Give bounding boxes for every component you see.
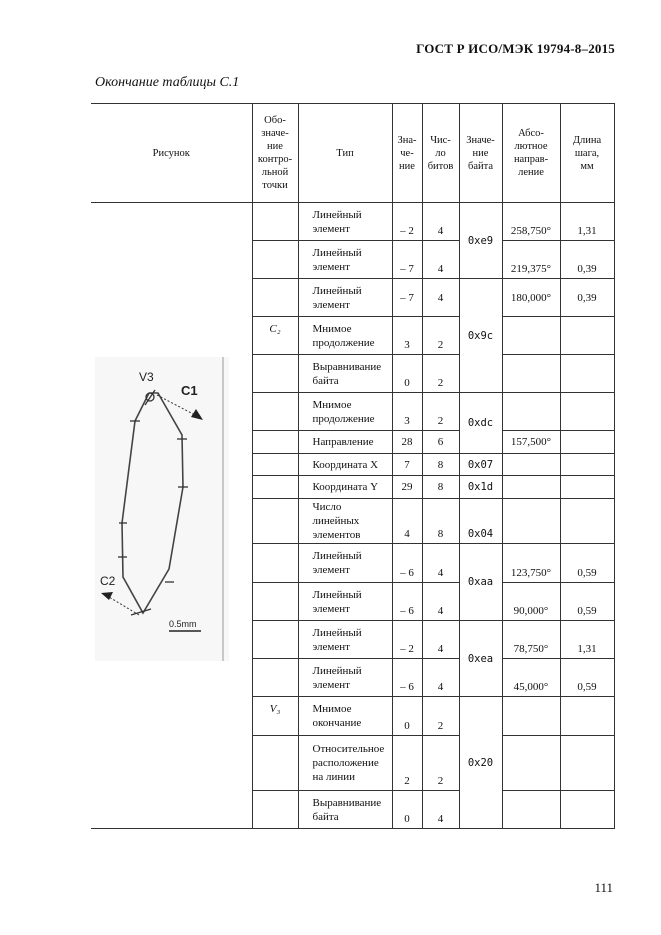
cell-step — [560, 736, 614, 791]
cell-type: Линейный элемент — [298, 621, 392, 659]
cell-byte: 0x1d — [459, 476, 502, 499]
cell-value: 0 — [392, 791, 422, 829]
cell-value: – 7 — [392, 279, 422, 317]
cell-dir — [502, 476, 560, 499]
document-header: ГОСТ Р ИСО/МЭК 19794-8–2015 — [416, 41, 615, 56]
cell-step — [560, 499, 614, 544]
cell-byte: 0x9c — [459, 279, 502, 393]
cell-dir — [502, 736, 560, 791]
label-v3: V3 — [139, 370, 154, 384]
cell-byte: 0x20 — [459, 697, 502, 829]
cell-step: 0,39 — [560, 241, 614, 279]
cell-byte: 0xaa — [459, 544, 502, 621]
cell-step: 1,31 — [560, 621, 614, 659]
cell-bits: 4 — [422, 279, 459, 317]
cell-step — [560, 454, 614, 476]
cell-cp — [252, 431, 298, 454]
cell-cp — [252, 621, 298, 659]
cell-step — [560, 697, 614, 736]
cell-value: 3 — [392, 317, 422, 355]
cell-dir — [502, 317, 560, 355]
cell-step: 1,31 — [560, 203, 614, 241]
col-picture: Рисунок — [91, 104, 252, 203]
cell-dir: 123,750° — [502, 544, 560, 583]
cell-value: 29 — [392, 476, 422, 499]
cell-type: Относительное расположение на линии — [298, 736, 392, 791]
cell-cp: V₃ — [252, 697, 298, 736]
label-c2: C2 — [100, 574, 116, 588]
cell-cp: C₂ — [252, 317, 298, 355]
cell-cp — [252, 393, 298, 431]
cell-cp — [252, 583, 298, 621]
cell-step: 0,39 — [560, 279, 614, 317]
cell-byte: 0xe9 — [459, 203, 502, 279]
cell-type: Выравнивание байта — [298, 791, 392, 829]
cell-cp — [252, 454, 298, 476]
cell-step — [560, 317, 614, 355]
cell-type: Направление — [298, 431, 392, 454]
cell-type: Мнимое окончание — [298, 697, 392, 736]
cell-cp — [252, 499, 298, 544]
cell-step — [560, 431, 614, 454]
cell-value: – 6 — [392, 544, 422, 583]
cell-value: – 2 — [392, 203, 422, 241]
cell-bits: 8 — [422, 454, 459, 476]
cell-cp — [252, 279, 298, 317]
cell-bits: 4 — [422, 544, 459, 583]
cell-value: 0 — [392, 697, 422, 736]
col-bits: Чис- ло битов — [422, 104, 459, 203]
cell-bits: 2 — [422, 393, 459, 431]
cell-bits: 2 — [422, 697, 459, 736]
cell-bits: 2 — [422, 317, 459, 355]
col-type: Тип — [298, 104, 392, 203]
cell-cp — [252, 241, 298, 279]
cell-value: – 6 — [392, 583, 422, 621]
cell-cp — [252, 659, 298, 697]
cell-dir: 157,500° — [502, 431, 560, 454]
col-value: Зна- че- ние — [392, 104, 422, 203]
col-byte: Значе- ние байта — [459, 104, 502, 203]
cell-dir: 219,375° — [502, 241, 560, 279]
cell-bits: 2 — [422, 736, 459, 791]
cell-cp — [252, 736, 298, 791]
cell-cp — [252, 203, 298, 241]
cell-value: 4 — [392, 499, 422, 544]
cell-step: 0,59 — [560, 583, 614, 621]
cell-bits: 4 — [422, 241, 459, 279]
contour-figure — [95, 357, 229, 661]
cell-type: Число линейных элементов — [298, 499, 392, 544]
cell-value: 28 — [392, 431, 422, 454]
cell-bits: 6 — [422, 431, 459, 454]
cell-bits: 4 — [422, 621, 459, 659]
cell-type: Координата Y — [298, 476, 392, 499]
data-table — [91, 103, 615, 829]
cell-byte: 0x07 — [459, 454, 502, 476]
cell-type: Мнимое продолжение — [298, 393, 392, 431]
cell-value: – 2 — [392, 621, 422, 659]
table-row — [91, 203, 614, 241]
cell-bits: 4 — [422, 583, 459, 621]
cell-dir: 78,750° — [502, 621, 560, 659]
cell-dir — [502, 791, 560, 829]
cell-value: 0 — [392, 355, 422, 393]
cell-value: 2 — [392, 736, 422, 791]
cell-dir — [502, 697, 560, 736]
cell-byte: 0xea — [459, 621, 502, 697]
cell-value: 7 — [392, 454, 422, 476]
cell-type: Линейный элемент — [298, 203, 392, 241]
cell-dir — [502, 499, 560, 544]
page-number: 111 — [594, 880, 613, 895]
label-c1: C1 — [181, 383, 198, 398]
cell-step — [560, 393, 614, 431]
cell-type: Линейный элемент — [298, 279, 392, 317]
cell-dir: 45,000° — [502, 659, 560, 697]
cell-dir — [502, 393, 560, 431]
cell-bits: 4 — [422, 203, 459, 241]
cell-type: Выравнивание байта — [298, 355, 392, 393]
cell-step — [560, 791, 614, 829]
cell-type: Линейный элемент — [298, 544, 392, 583]
cell-bits: 2 — [422, 355, 459, 393]
cell-dir — [502, 454, 560, 476]
figure-background — [95, 357, 229, 661]
cell-step: 0,59 — [560, 544, 614, 583]
cell-bits: 8 — [422, 499, 459, 544]
cell-type: Мнимое продолжение — [298, 317, 392, 355]
cell-step: 0,59 — [560, 659, 614, 697]
cell-cp — [252, 544, 298, 583]
col-dir: Абсо- лютное направ- ление — [502, 104, 560, 203]
cell-dir: 258,750° — [502, 203, 560, 241]
cell-type: Координата X — [298, 454, 392, 476]
cell-cp — [252, 791, 298, 829]
cell-type: Линейный элемент — [298, 659, 392, 697]
cell-cp — [252, 355, 298, 393]
figure-cell — [91, 203, 252, 829]
cell-dir — [502, 355, 560, 393]
scale-label: 0.5mm — [169, 619, 197, 629]
cell-value: 3 — [392, 393, 422, 431]
cell-byte: 0xdc — [459, 393, 502, 454]
cell-byte: 0x04 — [459, 499, 502, 544]
cell-step — [560, 355, 614, 393]
table-caption: Окончание таблицы С.1 — [95, 75, 240, 90]
cell-dir: 90,000° — [502, 583, 560, 621]
cell-value: – 6 — [392, 659, 422, 697]
cell-dir: 180,000° — [502, 279, 560, 317]
cell-cp — [252, 476, 298, 499]
col-step: Длина шага, мм — [560, 104, 614, 203]
cell-bits: 4 — [422, 791, 459, 829]
cell-bits: 4 — [422, 659, 459, 697]
cell-type: Линейный элемент — [298, 583, 392, 621]
col-cp: Обо- значе- ние контро- льной точки — [252, 104, 298, 203]
cell-step — [560, 476, 614, 499]
cell-bits: 8 — [422, 476, 459, 499]
cell-type: Линейный элемент — [298, 241, 392, 279]
cell-value: – 7 — [392, 241, 422, 279]
